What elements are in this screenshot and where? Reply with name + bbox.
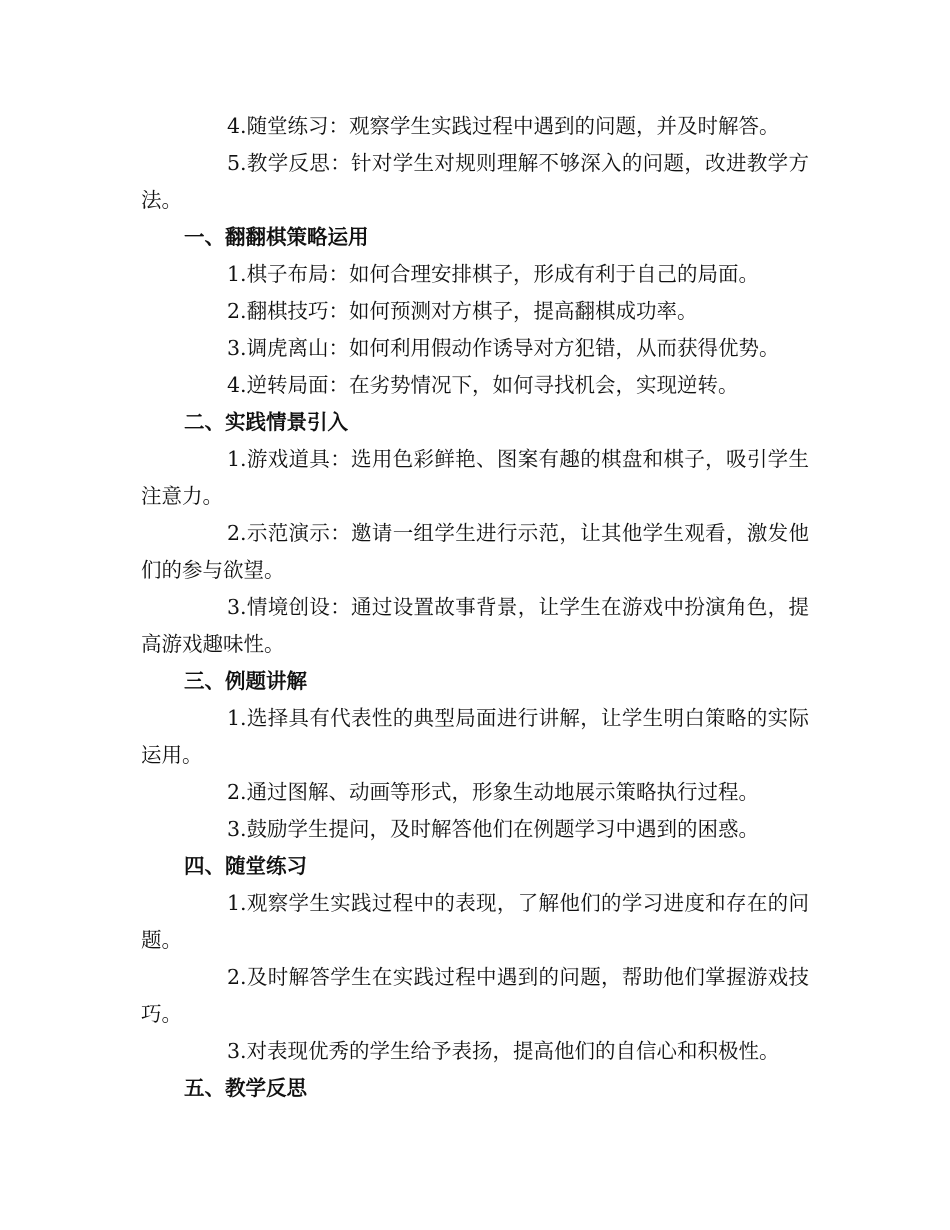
list-item xyxy=(141,367,809,404)
item-number: 4. xyxy=(227,114,247,138)
item-number: 2. xyxy=(227,521,247,545)
item-text: 调虎离山：如何利用假动作诱导对方犯错，从而获得优势。 xyxy=(246,336,780,360)
item-number: 2. xyxy=(227,780,247,804)
item-number: 1. xyxy=(227,262,247,286)
item-number: 5. xyxy=(227,151,247,175)
item-number: 1. xyxy=(227,891,247,915)
list-item xyxy=(141,811,809,848)
list-item xyxy=(141,108,809,145)
item-text: 选择具有代表性的典型局面进行讲解，让学生明白策略的实际运用。 xyxy=(141,706,809,767)
item-text: 游戏道具：选用色彩鲜艳、图案有趣的棋盘和棋子，吸引学生注意力。 xyxy=(141,447,809,508)
item-text: 示范演示：邀请一组学生进行示范，让其他学生观看，激发他们的参与欲望。 xyxy=(141,521,809,582)
list-item xyxy=(141,959,809,1033)
item-text: 及时解答学生在实践过程中遇到的问题，帮助他们掌握游戏技巧。 xyxy=(141,965,809,1026)
item-text: 观察学生实践过程中的表现，了解他们的学习进度和存在的问题。 xyxy=(141,891,809,952)
item-number: 2. xyxy=(227,299,247,323)
list-item xyxy=(141,441,809,515)
list-item xyxy=(141,293,809,330)
list-item xyxy=(141,515,809,589)
section-heading: 三、例题讲解 xyxy=(184,669,307,693)
list-item xyxy=(141,145,809,219)
item-text: 鼓励学生提问，及时解答他们在例题学习中遇到的困惑。 xyxy=(246,817,760,841)
section-heading: 五、教学反思 xyxy=(184,1076,307,1100)
list-item xyxy=(141,700,809,774)
item-number: 3. xyxy=(227,1039,247,1063)
item-text: 情境创设：通过设置故事背景，让学生在游戏中扮演角色，提高游戏趣味性。 xyxy=(141,595,809,656)
item-number: 3. xyxy=(227,817,247,841)
item-number: 1. xyxy=(227,447,247,471)
section-heading: 四、随堂练习 xyxy=(184,854,307,878)
item-number: 3. xyxy=(227,595,247,619)
list-item xyxy=(141,885,809,959)
list-item xyxy=(141,256,809,293)
section-heading: 二、实践情景引入 xyxy=(184,410,348,434)
list-item xyxy=(141,589,809,663)
item-number: 1. xyxy=(227,706,247,730)
item-text: 逆转局面：在劣势情况下，如何寻找机会，实现逆转。 xyxy=(246,373,739,397)
item-text: 随堂练习：观察学生实践过程中遇到的问题，并及时解答。 xyxy=(246,114,780,138)
item-text: 对表现优秀的学生给予表扬，提高他们的自信心和积极性。 xyxy=(246,1039,780,1063)
item-text: 翻棋技巧：如何预测对方棋子，提高翻棋成功率。 xyxy=(246,299,698,323)
section-heading: 一、翻翻棋策略运用 xyxy=(184,225,369,249)
item-text: 通过图解、动画等形式，形象生动地展示策略执行过程。 xyxy=(246,780,760,804)
document-body xyxy=(141,108,809,1107)
list-item xyxy=(141,330,809,367)
item-number: 3. xyxy=(227,336,247,360)
item-number: 2. xyxy=(227,965,247,989)
item-number: 4. xyxy=(227,373,247,397)
item-text: 棋子布局：如何合理安排棋子，形成有利于自己的局面。 xyxy=(246,262,760,286)
list-item xyxy=(141,1033,809,1070)
item-text: 教学反思：针对学生对规则理解不够深入的问题，改进教学方法。 xyxy=(141,151,809,212)
list-item xyxy=(141,774,809,811)
